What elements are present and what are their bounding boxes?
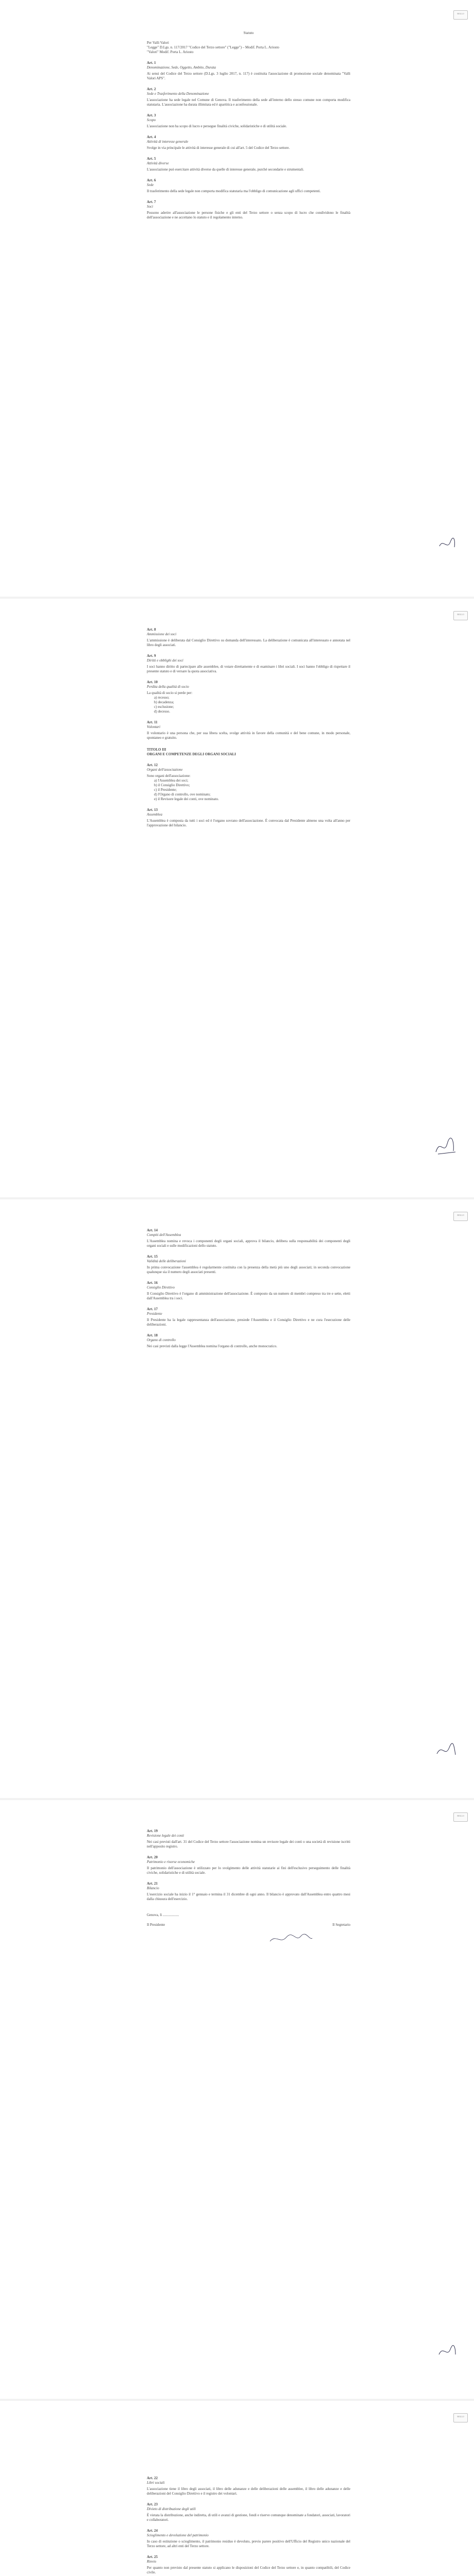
- article-number: Art. 18: [147, 1333, 158, 1337]
- article-body: Nei casi previsti dalla legge l'Assemblea nomina l'organo di controllo, anche monocratico.: [147, 1344, 277, 1348]
- chapter-title: ORGANI E COMPETENZE DEGLI ORGANI SOCIALI: [147, 752, 236, 756]
- document-page-5: [0, 2403, 474, 2576]
- page-5-text-column: [147, 2470, 350, 2576]
- article-title: Sede: [147, 183, 154, 187]
- revenue-stamp-sticker: BOLLO: [453, 611, 468, 620]
- article-number: Art. 21: [147, 1882, 158, 1886]
- article-title: Bilancio: [147, 1886, 159, 1890]
- document-page-4: [0, 1802, 474, 2395]
- article: [147, 763, 350, 802]
- article-number: Art. 4: [147, 135, 156, 139]
- article: [147, 87, 350, 107]
- page-separator: [0, 597, 474, 599]
- article-title: Revisione legale dei conti: [147, 1834, 184, 1838]
- article-number: Art. 19: [147, 1829, 158, 1833]
- document-intro: Per Valli Valori "Legge" D.Lgs. n. 117/2017 "Codice del Terzo settore" ("Legge") – Modif. Porta L. Ariosto "Valori" Modif. Porta L. Ariosto: [147, 41, 279, 54]
- article-number: Art. 23: [147, 2502, 158, 2506]
- signature-mark: [437, 536, 458, 551]
- article: [147, 157, 350, 172]
- page-separator: [0, 1197, 474, 1199]
- article: [147, 1829, 350, 1849]
- page-1-text-column: [147, 31, 350, 220]
- article-body: La qualità di socio si perde per:: [147, 691, 193, 695]
- article-number: Art. 6: [147, 178, 156, 182]
- article-number: Art. 13: [147, 808, 158, 812]
- revenue-stamp-sticker: BOLLO: [453, 1212, 468, 1221]
- article: [147, 178, 350, 194]
- article-title: Denominazione, Sede, Oggetto, Ambito, Durata: [147, 65, 216, 70]
- page-2-text-column: [147, 621, 350, 828]
- article-body: L'associazione non ha scopo di lucro e persegue finalità civiche, solidaristiche e di utilità sociale.: [147, 124, 287, 128]
- article-body: Svolge in via principale le attività di interesse generale di cui all'art. 5 del Codice del Terzo settore.: [147, 146, 290, 150]
- page-2-articles-continued: [147, 763, 350, 828]
- article-title: Perdita della qualità di socio: [147, 685, 189, 689]
- article-number: Art. 10: [147, 680, 158, 684]
- article-title: Organo di controllo: [147, 1338, 176, 1342]
- article-body: L'Assemblea nomina e revoca i componenti degli organi sociali, approva il bilancio, delibera sulla responsabilità dei componenti degli organi sociali e sulle modificazioni dello statuto.: [147, 1239, 350, 1248]
- list-item: d) l'Organo di controllo, ove nominato;: [154, 792, 211, 796]
- article: [147, 200, 350, 220]
- article-number: Art. 11: [147, 720, 158, 724]
- article-body: Il patrimonio dell'associazione è utilizzato per lo svolgimento delle attività statutarie ai fini dell'esclusivo perseguimento delle finalità civiche, solidaristiche e di utilità sociale.: [147, 1866, 350, 1875]
- article-body: Il trasferimento della sede legale non comporta modifica statutaria ma l'obbligo di comunicazione agli uffici competenti.: [147, 189, 321, 193]
- article-title: Rinvio: [147, 2560, 157, 2564]
- article-number: Art. 2: [147, 87, 156, 91]
- article: [147, 113, 350, 129]
- article: [147, 628, 350, 648]
- article-number: Art. 24: [147, 2529, 158, 2533]
- revenue-stamp-sticker: BOLLO: [453, 2413, 468, 2422]
- article-title: Assemblea: [147, 812, 162, 817]
- article: [147, 680, 350, 714]
- list-item: b) il Consiglio Direttivo;: [154, 783, 190, 787]
- list-item: a) recesso;: [154, 696, 170, 700]
- list-item: d) decesso.: [154, 709, 171, 714]
- signature-mark: [433, 1137, 459, 1157]
- article: [147, 1307, 350, 1327]
- chapter-heading: TITOLO III: [147, 748, 166, 752]
- article-body: L'Assemblea è composta da tutti i soci ed è l'organo sovrano dell'associazione. È convocata dal Presidente almeno una volta all'anno per l'approvazione del bilancio.: [147, 819, 350, 827]
- article-body: L'associazione ha sede legale nel Comune di Genova. Il trasferimento della sede all'interno dello stesso comune non comporta modifica statutaria. L'associazione ha durata illimitata ed è apartitica e aconfessionale.: [147, 98, 350, 107]
- article-title: Attività diverse: [147, 161, 169, 165]
- article-number: Art. 16: [147, 1281, 158, 1285]
- list-item: b) decadenza;: [154, 700, 174, 704]
- article: [147, 61, 350, 81]
- article-title: Attività di interesse generale: [147, 140, 189, 144]
- article: [147, 2529, 350, 2549]
- signature-mark: [436, 2343, 459, 2359]
- article: [147, 720, 350, 740]
- article-body: L'associazione tiene il libro degli associati, il libro delle adunanze e delle deliberazioni delle assemblee, il libro delle adunanze e delle deliberazioni del Consiglio Direttivo e il registro dei volontari.: [147, 2487, 350, 2496]
- article: [147, 654, 350, 674]
- article: [147, 1882, 350, 1902]
- article: [147, 1281, 350, 1301]
- article-number: Art. 20: [147, 1855, 158, 1859]
- article-title: Consiglio Direttivo: [147, 1285, 175, 1290]
- page-3-articles: [147, 1228, 350, 1349]
- article-number: Art. 3: [147, 113, 156, 117]
- list-item: a) l'Assemblea dei soci;: [154, 778, 189, 783]
- article-number: Art. 8: [147, 628, 156, 632]
- article: [147, 808, 350, 828]
- article-body: Sono organi dell'associazione:: [147, 774, 191, 778]
- article-title: Presidente: [147, 1312, 162, 1316]
- list-item: c) esclusione;: [154, 705, 174, 709]
- article-title: Scioglimento e devoluzione del patrimonio: [147, 2533, 209, 2537]
- article-body: È vietata la distribuzione, anche indiretta, di utili e avanzi di gestione, fondi e riserve comunque denominate a fondatori, associati, lavoratori e collaboratori.: [147, 2513, 350, 2522]
- article-number: Art. 22: [147, 2476, 158, 2480]
- article-title: Validità delle deliberazioni: [147, 1259, 186, 1263]
- article-title: Ammissione dei soci: [147, 632, 177, 636]
- article: [147, 2476, 350, 2496]
- article-title: Patrimonio e risorse economiche: [147, 1860, 195, 1864]
- page-2-articles: [147, 628, 350, 740]
- article-body: Il Consiglio Direttivo è l'organo di amministrazione dell'associazione. È composto da un numero di membri compreso tra tre e sette, eletti dall'Assemblea tra i soci.: [147, 1292, 350, 1300]
- article-number: Art. 17: [147, 1307, 158, 1311]
- revenue-stamp-sticker: BOLLO: [453, 10, 468, 20]
- article: [147, 1333, 350, 1349]
- signer-right-label: Il Segretario: [332, 1923, 350, 1927]
- place-and-date: Genova, lì ..................: [147, 1913, 179, 1917]
- article: [147, 135, 350, 150]
- document-page-3: [0, 1201, 474, 1794]
- handwritten-signature: [268, 1931, 314, 1946]
- article-body: Possono aderire all'associazione le persone fisiche e gli enti del Terzo settore o senza scopo di lucro che condividono le finalità dell'associazione e ne accettano lo statuto e il regolamento interno.: [147, 211, 350, 219]
- article-number: Art. 12: [147, 763, 158, 767]
- revenue-stamp-sticker: BOLLO: [453, 1812, 468, 1822]
- page-4-text-column: [147, 1823, 350, 1927]
- page-separator: [0, 1798, 474, 1800]
- article: [147, 1255, 350, 1275]
- article-title: Libri sociali: [147, 2481, 165, 2485]
- article-number: Art. 14: [147, 1228, 158, 1232]
- article-number: Art. 25: [147, 2555, 158, 2559]
- article-number: Art. 15: [147, 1255, 158, 1259]
- list-item: e) il Revisore legale dei conti, ove nominato.: [154, 797, 219, 801]
- article-number: Art. 5: [147, 157, 156, 161]
- article-body: Ai sensi del Codice del Terzo settore (D.Lgs. 3 luglio 2017, n. 117) è costituita l'associazione di promozione sociale denominata "Valli Valori APS".: [147, 72, 350, 80]
- list-item: c) il Presidente;: [154, 788, 177, 792]
- page-5-articles: [147, 2476, 350, 2576]
- article-title: Scopo: [147, 118, 156, 122]
- signature-block: [147, 1923, 350, 1927]
- document-page-1: [0, 0, 474, 592]
- article-body: I soci hanno diritto di partecipare alle assemblee, di votare direttamente e di esaminare i libri sociali. I soci hanno l'obbligo di rispettare il presente statuto e di versare la quota associativa.: [147, 665, 350, 673]
- page-3-text-column: [147, 1222, 350, 1349]
- article-body: In caso di estinzione o scioglimento, il patrimonio residuo è devoluto, previo parere positivo dell'Ufficio del Registro unico nazionale del Terzo settore, ad altri enti del Terzo settore.: [147, 2539, 350, 2548]
- article-body: L'esercizio sociale ha inizio il 1° gennaio e termina il 31 dicembre di ogni anno. Il bilancio è approvato dall'Assemblea entro quattro mesi dalla chiusura dell'esercizio.: [147, 1892, 350, 1901]
- article-body: Per quanto non previsto dal presente statuto si applicano le disposizioni del Codice del Terzo settore e, in quanto compatibili, del Codice civile.: [147, 2566, 350, 2574]
- article-number: Art. 1: [147, 61, 156, 65]
- article-title: Divieto di distribuzione degli utili: [147, 2507, 196, 2511]
- article-number: Art. 7: [147, 200, 156, 204]
- article-body: L'associazione può esercitare attività diverse da quelle di interesse generale, purché secondarie e strumentali.: [147, 167, 304, 172]
- document-heading: Statuto: [243, 31, 254, 35]
- signer-left-label: Il Presidente: [147, 1923, 165, 1927]
- article: [147, 1228, 350, 1248]
- article: [147, 2502, 350, 2522]
- article-body: L'ammissione è deliberata dal Consiglio Direttivo su domanda dell'interessato. La deliberazione è comunicata all'interessato e annotata nel libro degli associati.: [147, 638, 350, 647]
- document-page-2: [0, 601, 474, 1193]
- signature-mark: [435, 1742, 458, 1758]
- page-4-articles: [147, 1829, 350, 1902]
- article-title: Sede e Trasferimento della Denominazione: [147, 92, 209, 96]
- page-separator: [0, 2399, 474, 2401]
- article-title: Soci: [147, 205, 154, 209]
- article-title: Compiti dell'Assemblea: [147, 1233, 181, 1237]
- article-title: Diritti e obblighi dei soci: [147, 658, 183, 663]
- article-body: In prima convocazione l'assemblea è regolarmente costituita con la presenza della metà più uno degli associati; in seconda convocazione qualunque sia il numero degli associati presenti.: [147, 1265, 350, 1274]
- page-1-articles: [147, 61, 350, 220]
- article: [147, 1855, 350, 1875]
- article-title: Organi dell'associazione: [147, 768, 183, 772]
- article-number: Art. 9: [147, 654, 156, 658]
- article-title: Volontari: [147, 725, 161, 729]
- article-body: Il volontario è una persona che, per sua libera scelta, svolge attività in favore della comunità e del bene comune, in modo personale, spontaneo e gratuito.: [147, 731, 350, 740]
- article-body: Nei casi previsti dall'art. 31 del Codice del Terzo settore l'associazione nomina un revisore legale dei conti o una società di revisione iscritti nell'apposito registro.: [147, 1840, 350, 1849]
- article: [147, 2555, 350, 2575]
- article-body: Il Presidente ha la legale rappresentanza dell'associazione, presiede l'Assemblea e il Consiglio Direttivo e ne cura l'esecuzione delle deliberazioni.: [147, 1318, 350, 1327]
